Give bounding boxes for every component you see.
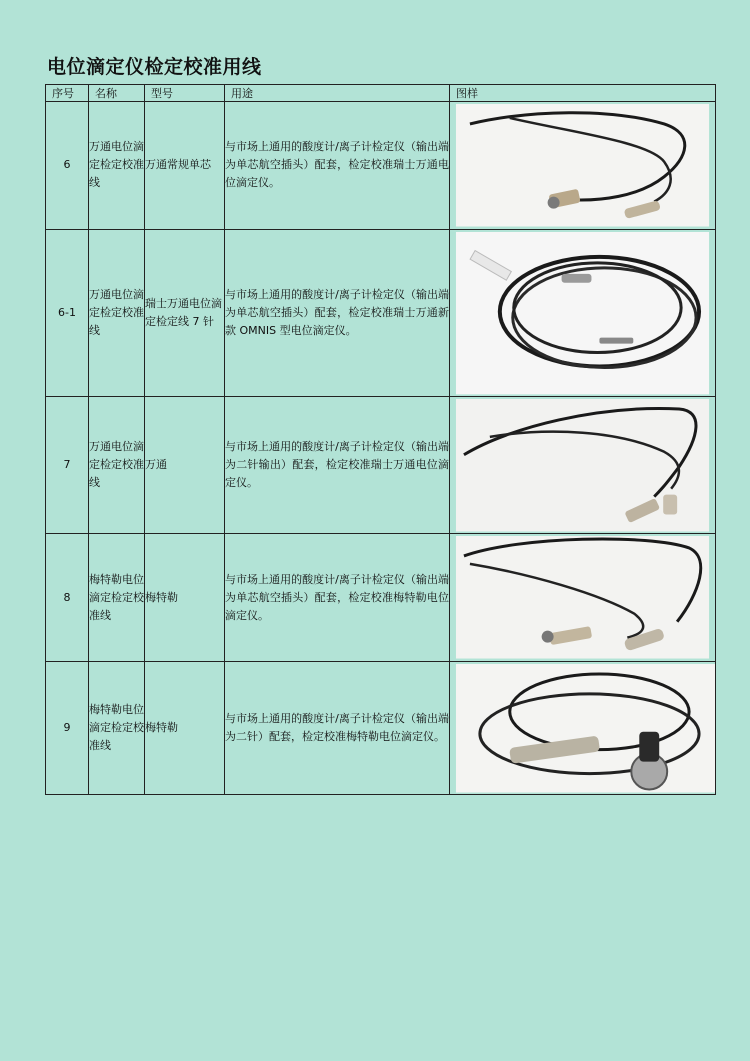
row-name: 万通电位滴定检定校准线 [89, 102, 145, 230]
header-model: 型号 [145, 85, 225, 102]
row-model: 梅特勒 [145, 661, 225, 795]
row-number: 6-1 [46, 229, 89, 396]
row-image [450, 102, 716, 230]
cable-bnc-lemo-photo-icon [450, 102, 715, 229]
row-model: 万通 [145, 396, 225, 533]
page-title: 电位滴定仪检定校准用线 [47, 56, 262, 78]
row-number: 6 [46, 102, 89, 230]
row-name: 梅特勒电位滴定检定校准线 [89, 661, 145, 795]
header-no: 序号 [46, 85, 89, 102]
calibration-cable-table [45, 84, 716, 795]
row-number: 9 [46, 661, 89, 795]
header-use: 用途 [225, 85, 450, 102]
table-row [46, 661, 716, 795]
row-use: 与市场上通用的酸度计/离子计检定仪（输出端为单芯航空插头）配套，检定校准瑞士万通电位滴定仪。 [225, 102, 450, 230]
row-model: 万通常规单芯 [145, 102, 225, 230]
row-use: 与市场上通用的酸度计/离子计检定仪（输出端为二针）配套，检定校准梅特勒电位滴定仪。 [225, 661, 450, 795]
row-name: 梅特勒电位滴定检定校准线 [89, 534, 145, 662]
row-image [450, 396, 716, 533]
row-image [450, 229, 716, 396]
row-image [450, 661, 716, 795]
row-name: 万通电位滴定检定校准线 [89, 396, 145, 533]
table-header-row [46, 85, 716, 102]
row-number: 7 [46, 396, 89, 533]
coiled-cable-photo-icon [450, 230, 715, 396]
row-image [450, 534, 716, 662]
header-name: 名称 [89, 85, 145, 102]
table-row [46, 229, 716, 396]
row-model: 瑞士万通电位滴定检定线 7 针 [145, 229, 225, 396]
cable-round-connector-photo-icon [450, 662, 715, 795]
header-image: 图样 [450, 85, 716, 102]
row-use: 与市场上通用的酸度计/离子计检定仪（输出端为单芯航空插头）配套，检定校准瑞士万通新款 OMNIS 型电位滴定仪。 [225, 229, 450, 396]
cable-bnc-lemo-photo-icon [450, 534, 715, 661]
row-name: 万通电位滴定检定校准线 [89, 229, 145, 396]
table-row [46, 534, 716, 662]
cable-two-pin-photo-icon [450, 397, 715, 533]
row-number: 8 [46, 534, 89, 662]
table-row [46, 102, 716, 230]
row-model: 梅特勒 [145, 534, 225, 662]
row-use: 与市场上通用的酸度计/离子计检定仪（输出端为二针输出）配套，检定校准瑞士万通电位滴定仪。 [225, 396, 450, 533]
table-row [46, 396, 716, 533]
row-use: 与市场上通用的酸度计/离子计检定仪（输出端为单芯航空插头）配套，检定校准梅特勒电位滴定仪。 [225, 534, 450, 662]
